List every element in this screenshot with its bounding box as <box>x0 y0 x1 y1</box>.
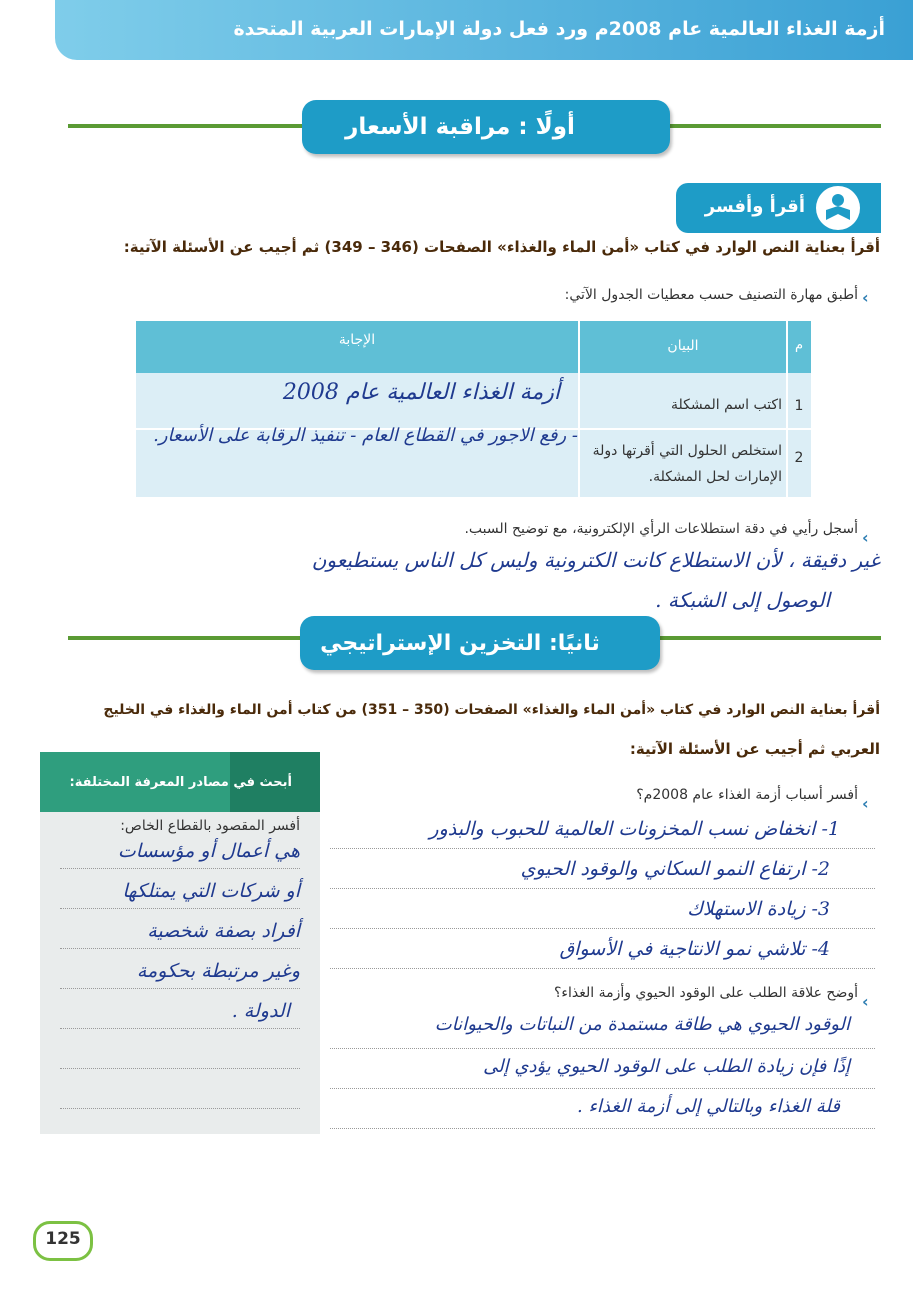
read-icon <box>816 186 860 230</box>
row-2-answer: - رفع الاجور في القطاع العام - تنفيذ الرقابة على الأسعار. <box>153 425 578 446</box>
chevron-left-icon: ‹ <box>862 528 869 547</box>
q3-answer-line: 2- ارتفاع النمو السكاني والوقود الحيوي <box>520 858 830 880</box>
chevron-left-icon: ‹ <box>862 992 869 1011</box>
section2-title: ثانيًا: التخزين الإستراتيجي <box>320 631 600 656</box>
table-header-statement: البيان <box>667 338 699 354</box>
q4-answer-line: الوقود الحيوي هي طاقة مستمدة من النباتات والحيوانات <box>434 1014 850 1035</box>
task-2-question: أسجل رأيي في دقة استطلاعات الرأي الإلكترونية، مع توضيح السبب. <box>464 521 858 537</box>
chevron-left-icon: ‹ <box>862 288 869 307</box>
sidebar-line <box>60 1028 300 1029</box>
sidebar-answer-line: أفراد بصفة شخصية <box>147 920 300 942</box>
sidebar-line <box>60 988 300 989</box>
sidebar-answer-line: هي أعمال أو مؤسسات <box>117 840 300 862</box>
q4-line <box>330 1048 875 1049</box>
table-header-answer: الإجابة <box>338 332 376 348</box>
sidebar-answer-line: أو شركات التي يمتلكها <box>122 880 300 902</box>
sidebar-line <box>60 1068 300 1069</box>
row-1-num: 1 <box>794 398 804 414</box>
q4-line <box>330 1128 875 1129</box>
sidebar-line <box>60 908 300 909</box>
sidebar-line <box>60 1108 300 1109</box>
research-sidebar-question: أفسر المقصود بالقطاع الخاص: <box>120 818 300 834</box>
row-2-num: 2 <box>794 450 804 466</box>
row-1-answer: أزمة الغذاء العالمية عام 2008 <box>282 380 560 405</box>
q4-answer-line: قلة الغذاء وبالتالي إلى أزمة الغذاء . <box>577 1096 840 1117</box>
research-sidebar-title: أبحث في مصادر المعرفة المختلفة: <box>69 775 292 790</box>
row-1-statement: اكتب اسم المشكلة <box>671 397 782 413</box>
table-header-num: م <box>794 338 804 353</box>
q4-question: أوضح علاقة الطلب على الوقود الحيوي وأزمة الغذاء؟ <box>553 985 858 1001</box>
q4-answer-line: إذًا فإن زيادة الطلب على الوقود الحيوي يؤدي إلى <box>483 1056 850 1077</box>
task-2-answer-line-1: غير دقيقة ، لأن الاستطلاع كانت الكترونية وليس كل الناس يستطيعون <box>311 548 880 572</box>
q3-line <box>330 888 875 889</box>
q3-question: أفسر أسباب أزمة الغذاء عام 2008م؟ <box>636 787 858 803</box>
q3-answer-line: 4- تلاشي نمو الانتاجية في الأسواق <box>559 938 830 960</box>
sidebar-line <box>60 948 300 949</box>
intro-1: أقرأ بعناية النص الوارد في كتاب «أمن الماء والغذاء» الصفحات (346 – 349) ثم أجيب عن الأسئلة الآتية: <box>123 238 880 256</box>
q3-answer-line: 3- زيادة الاستهلاك <box>687 898 830 920</box>
page-number: 125 <box>45 1229 81 1249</box>
read-box-label: أقرأ وأفسر <box>704 196 805 217</box>
q3-answer-line: 1- انخفاض نسب المخزونات العالمية للحبوب والبذور <box>429 818 840 840</box>
task-1: أطبق مهارة التصنيف حسب معطيات الجدول الآتي: <box>564 287 858 303</box>
q3-line <box>330 928 875 929</box>
section1-title: أولًا : مراقبة الأسعار <box>345 114 575 140</box>
q3-line <box>330 968 875 969</box>
q4-line <box>330 1088 875 1089</box>
task-2-answer-line-2: الوصول إلى الشبكة . <box>655 588 830 612</box>
sidebar-answer-line: وغير مرتبطة بحكومة <box>136 960 300 982</box>
sidebar-line <box>60 868 300 869</box>
header-title: أزمة الغذاء العالمية عام 2008م ورد فعل دولة الإمارات العربية المتحدة <box>233 18 885 40</box>
q3-line <box>330 848 875 849</box>
intro-2-line-1: أقرأ بعناية النص الوارد في كتاب «أمن الماء والغذاء» الصفحات (350 – 351) من كتاب أمن الماء والغذاء في الخليج <box>103 702 880 718</box>
intro-2-line-2: العربي ثم أجيب عن الأسئلة الآتية: <box>629 740 880 758</box>
chevron-left-icon: ‹ <box>862 794 869 813</box>
sidebar-answer-line: الدولة . <box>231 1000 290 1022</box>
row-2-statement: استخلص الحلول التي أقرتها دولة الإمارات لحل المشكلة. <box>592 443 782 485</box>
